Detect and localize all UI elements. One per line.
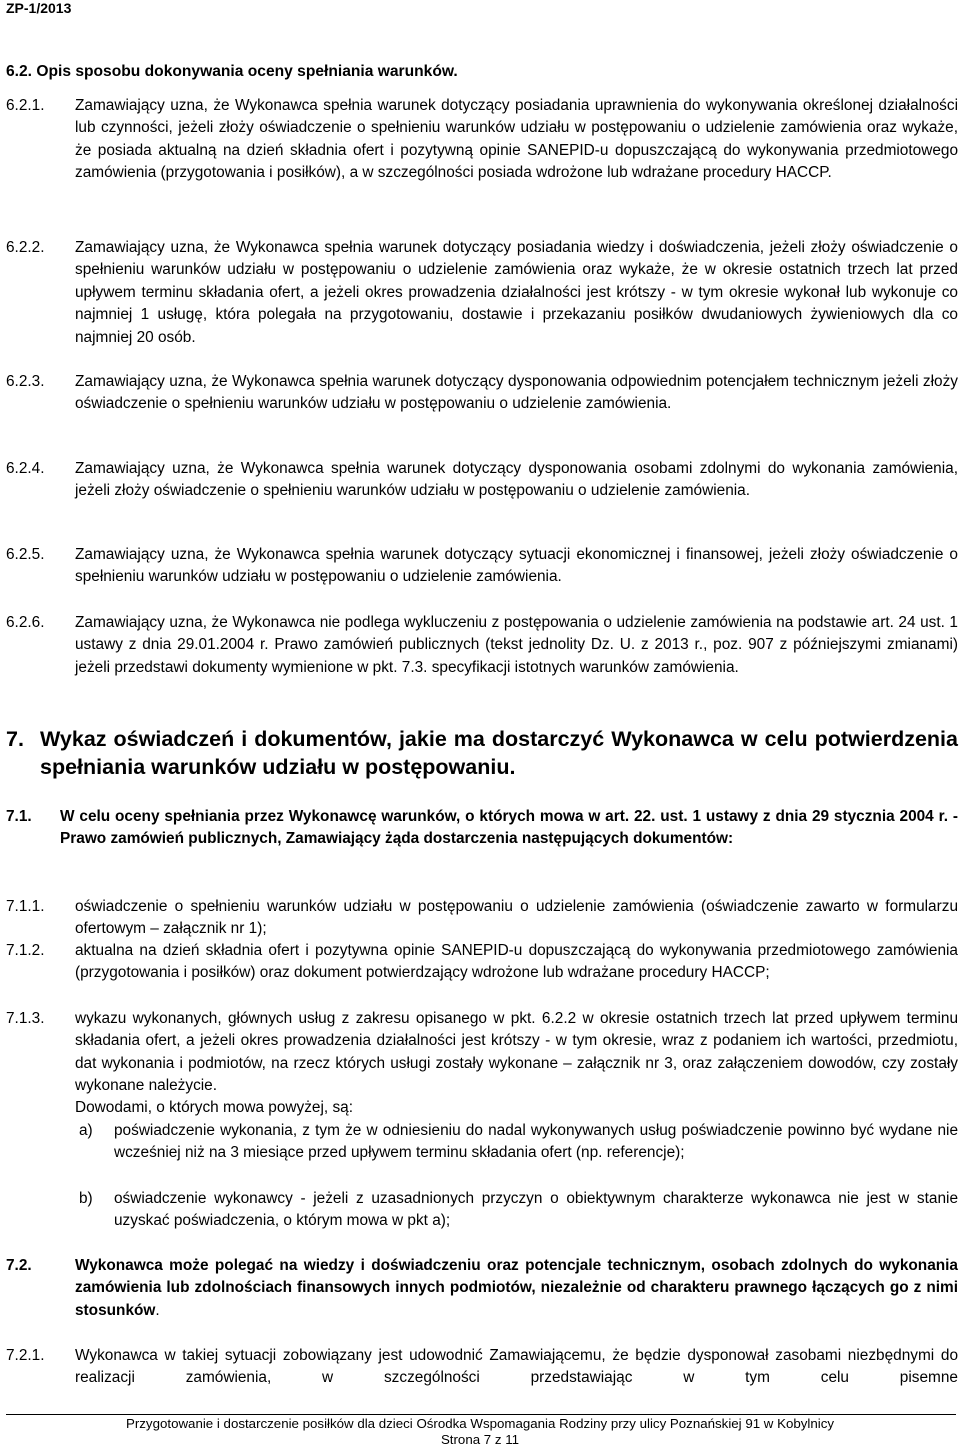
- section-7-heading: Wykaz oświadczeń i dokumentów, jakie ma dostarczyć Wykonawca w celu potwierdzenia spełniania warunków udziału w postępowaniu.: [40, 727, 958, 779]
- item-end-punctuation: .: [155, 1301, 160, 1319]
- item-text: oświadczenie o spełnieniu warunków udziału w postępowaniu o udzielenie zamówienia (oświadczenie zawarto w formularzu ofertowym – załącznik nr 1);: [75, 898, 958, 938]
- item-number: 6.2.6.: [6, 614, 45, 631]
- item-number: 7.1.: [6, 808, 32, 825]
- item-text: W celu oceny spełniania przez Wykonawcę warunków, o których mowa w art. 22. ust. 1 ustawy z dnia 29 stycznia 2004 r. - Prawo zamówień publicznych, Zamawiający żąda dostarczenia następujących dokumentów:: [60, 808, 958, 848]
- item-text: aktualna na dzień składnia ofert i pozytywna opinie SANEPID-u dopuszczającą do wykonywania przedmiotowego zamówienia (przygotowania i posiłków) oraz dokument potwierdzający wdrożone lub wdrażane procedury HACCP;: [75, 942, 958, 982]
- list-letter: b): [79, 1190, 93, 1207]
- footer-title: Przygotowanie i dostarczenie posiłków dla dzieci Ośrodka Wspomagania Rodziny przy ulicy Poznańskiej 91 w Kobylnicy: [125, 1416, 835, 1431]
- item-text: Wykonawca w takiej sytuacji zobowiązany jest udowodnić Zamawiającemu, że będzie dysponował zasobami niezbędnymi do realizacji zamówienia, w szczególności przedstawiając w tym celu pisemne: [75, 1347, 958, 1387]
- list-letter: a): [79, 1122, 93, 1139]
- item-number: 6.2.3.: [6, 373, 45, 390]
- item-number: 6.2.4.: [6, 460, 45, 477]
- item-number: 6.2.2.: [6, 239, 45, 256]
- evidence-intro: Dowodami, o których mowa powyżej, są:: [75, 1099, 353, 1116]
- section-6-2-heading: 6.2. Opis sposobu dokonywania oceny spełniania warunków.: [6, 63, 458, 80]
- footer-divider: [6, 1414, 956, 1415]
- list-item: oświadczenie wykonawcy - jeżeli z uzasadnionych przyczyn o obiektywnym charakterze wykonawca nie jest w stanie uzyskać poświadczenia, o którym mowa w pkt a);: [114, 1190, 958, 1230]
- item-number: 7.2.1.: [6, 1347, 45, 1364]
- item-number: 7.1.3.: [6, 1010, 45, 1027]
- page-number: Strona 7 z 11: [440, 1432, 520, 1447]
- item-number: 7.1.1.: [6, 898, 45, 915]
- item-text: Zamawiający uzna, że Wykonawca spełnia warunek dotyczący posiadania uprawnienia do wykonywania określonej działalności lub czynności, jeżeli złoży oświadczenie o spełnieniu warunków udziału w postępowaniu o udzielenie zamówienia oraz wykaże, że posiada aktualną na dzień składnia ofert i pozytywną opinie SANEPID-u dopuszczającą do wykonywania przedmiotowego zamówienia (przygotowania i posiłków), a w szczególności posiada wdrożone lub wdrażane procedury HACCP.: [75, 97, 958, 182]
- item-text: Zamawiający uzna, że Wykonawca spełnia warunek dotyczący sytuacji ekonomicznej i finansowej, jeżeli złoży oświadczenie o spełnieniu warunków udziału w postępowaniu o udzielenie zamówienia.: [75, 546, 958, 586]
- item-number: 6.2.5.: [6, 546, 45, 563]
- item-text: Zamawiający uzna, że Wykonawca spełnia warunek dotyczący posiadania wiedzy i doświadczenia, jeżeli złoży oświadczenie o spełnieniu warunków udziału w postępowaniu o udzielenie zamówienia oraz wykaże, że w okresie ostatnich trzech lat przed upływem terminu składania ofert, a jeżeli okres prowadzenia działalności jest krótszy - w tym okresie wykonał lub wykonuje co najmniej 1 usługę, która polegała na przygotowaniu, dostawie i przekazaniu posiłków dwudaniowych żywieniowych dla co najmniej 20 osób.: [75, 239, 958, 346]
- item-number: 6.2.1.: [6, 97, 45, 114]
- item-text: Zamawiający uzna, że Wykonawca spełnia warunek dotyczący dysponowania osobami zdolnymi do wykonania zamówienia, jeżeli złoży oświadczenie o spełnieniu warunków udziału w postępowaniu o udzielenie zamówienia.: [75, 460, 958, 500]
- document-code: ZP-1/2013: [6, 0, 72, 16]
- item-text: Wykonawca może polegać na wiedzy i doświadczeniu oraz potencjale technicznym, osobach zdolnych do wykonania zamówienia lub zdolnościach finansowych innych podmiotów, niezależnie od charakteru prawnego łączących go z nimi stosunków: [75, 1257, 958, 1319]
- item-text: wykazu wykonanych, głównych usług z zakresu opisanego w pkt. 6.2.2 w okresie ostatnich trzech lat przed upływem terminu składania ofert, a jeżeli okres prowadzenia działalności jest krótszy - w tym okresie, wraz z podaniem ich wartości, przedmiotu, dat wykonania i podmiotów, na rzecz których usługi zostały wykonane – załącznik nr 3, oraz załączeniem dowodów, czy zostały wykonane należycie.: [75, 1010, 958, 1095]
- item-text: Zamawiający uzna, że Wykonawca nie podlega wykluczeniu z postępowania o udzielenie zamówienia na podstawie art. 24 ust. 1 ustawy z dnia 29.01.2004 r. Prawo zamówień publicznych (tekst jednolity Dz. U. z 2013 r., poz. 907 z późniejszymi zmianami) jeżeli przedstawi dokumenty wymienione w pkt. 7.3. specyfikacji istotnych warunków zamówienia.: [75, 614, 958, 676]
- section-7-number: 7.: [6, 727, 24, 751]
- item-number: 7.1.2.: [6, 942, 45, 959]
- item-text: Zamawiający uzna, że Wykonawca spełnia warunek dotyczący dysponowania odpowiednim potencjałem technicznym jeżeli złoży oświadczenie o spełnieniu warunków udziału w postępowaniu o udzielenie zamówienia.: [75, 373, 958, 413]
- list-item: poświadczenie wykonania, z tym że w odniesieniu do nadal wykonywanych usług poświadczenie powinno być wydane nie wcześniej niż na 3 miesiące przed upływem terminu składania ofert (np. referencje);: [114, 1122, 958, 1162]
- item-number: 7.2.: [6, 1257, 32, 1274]
